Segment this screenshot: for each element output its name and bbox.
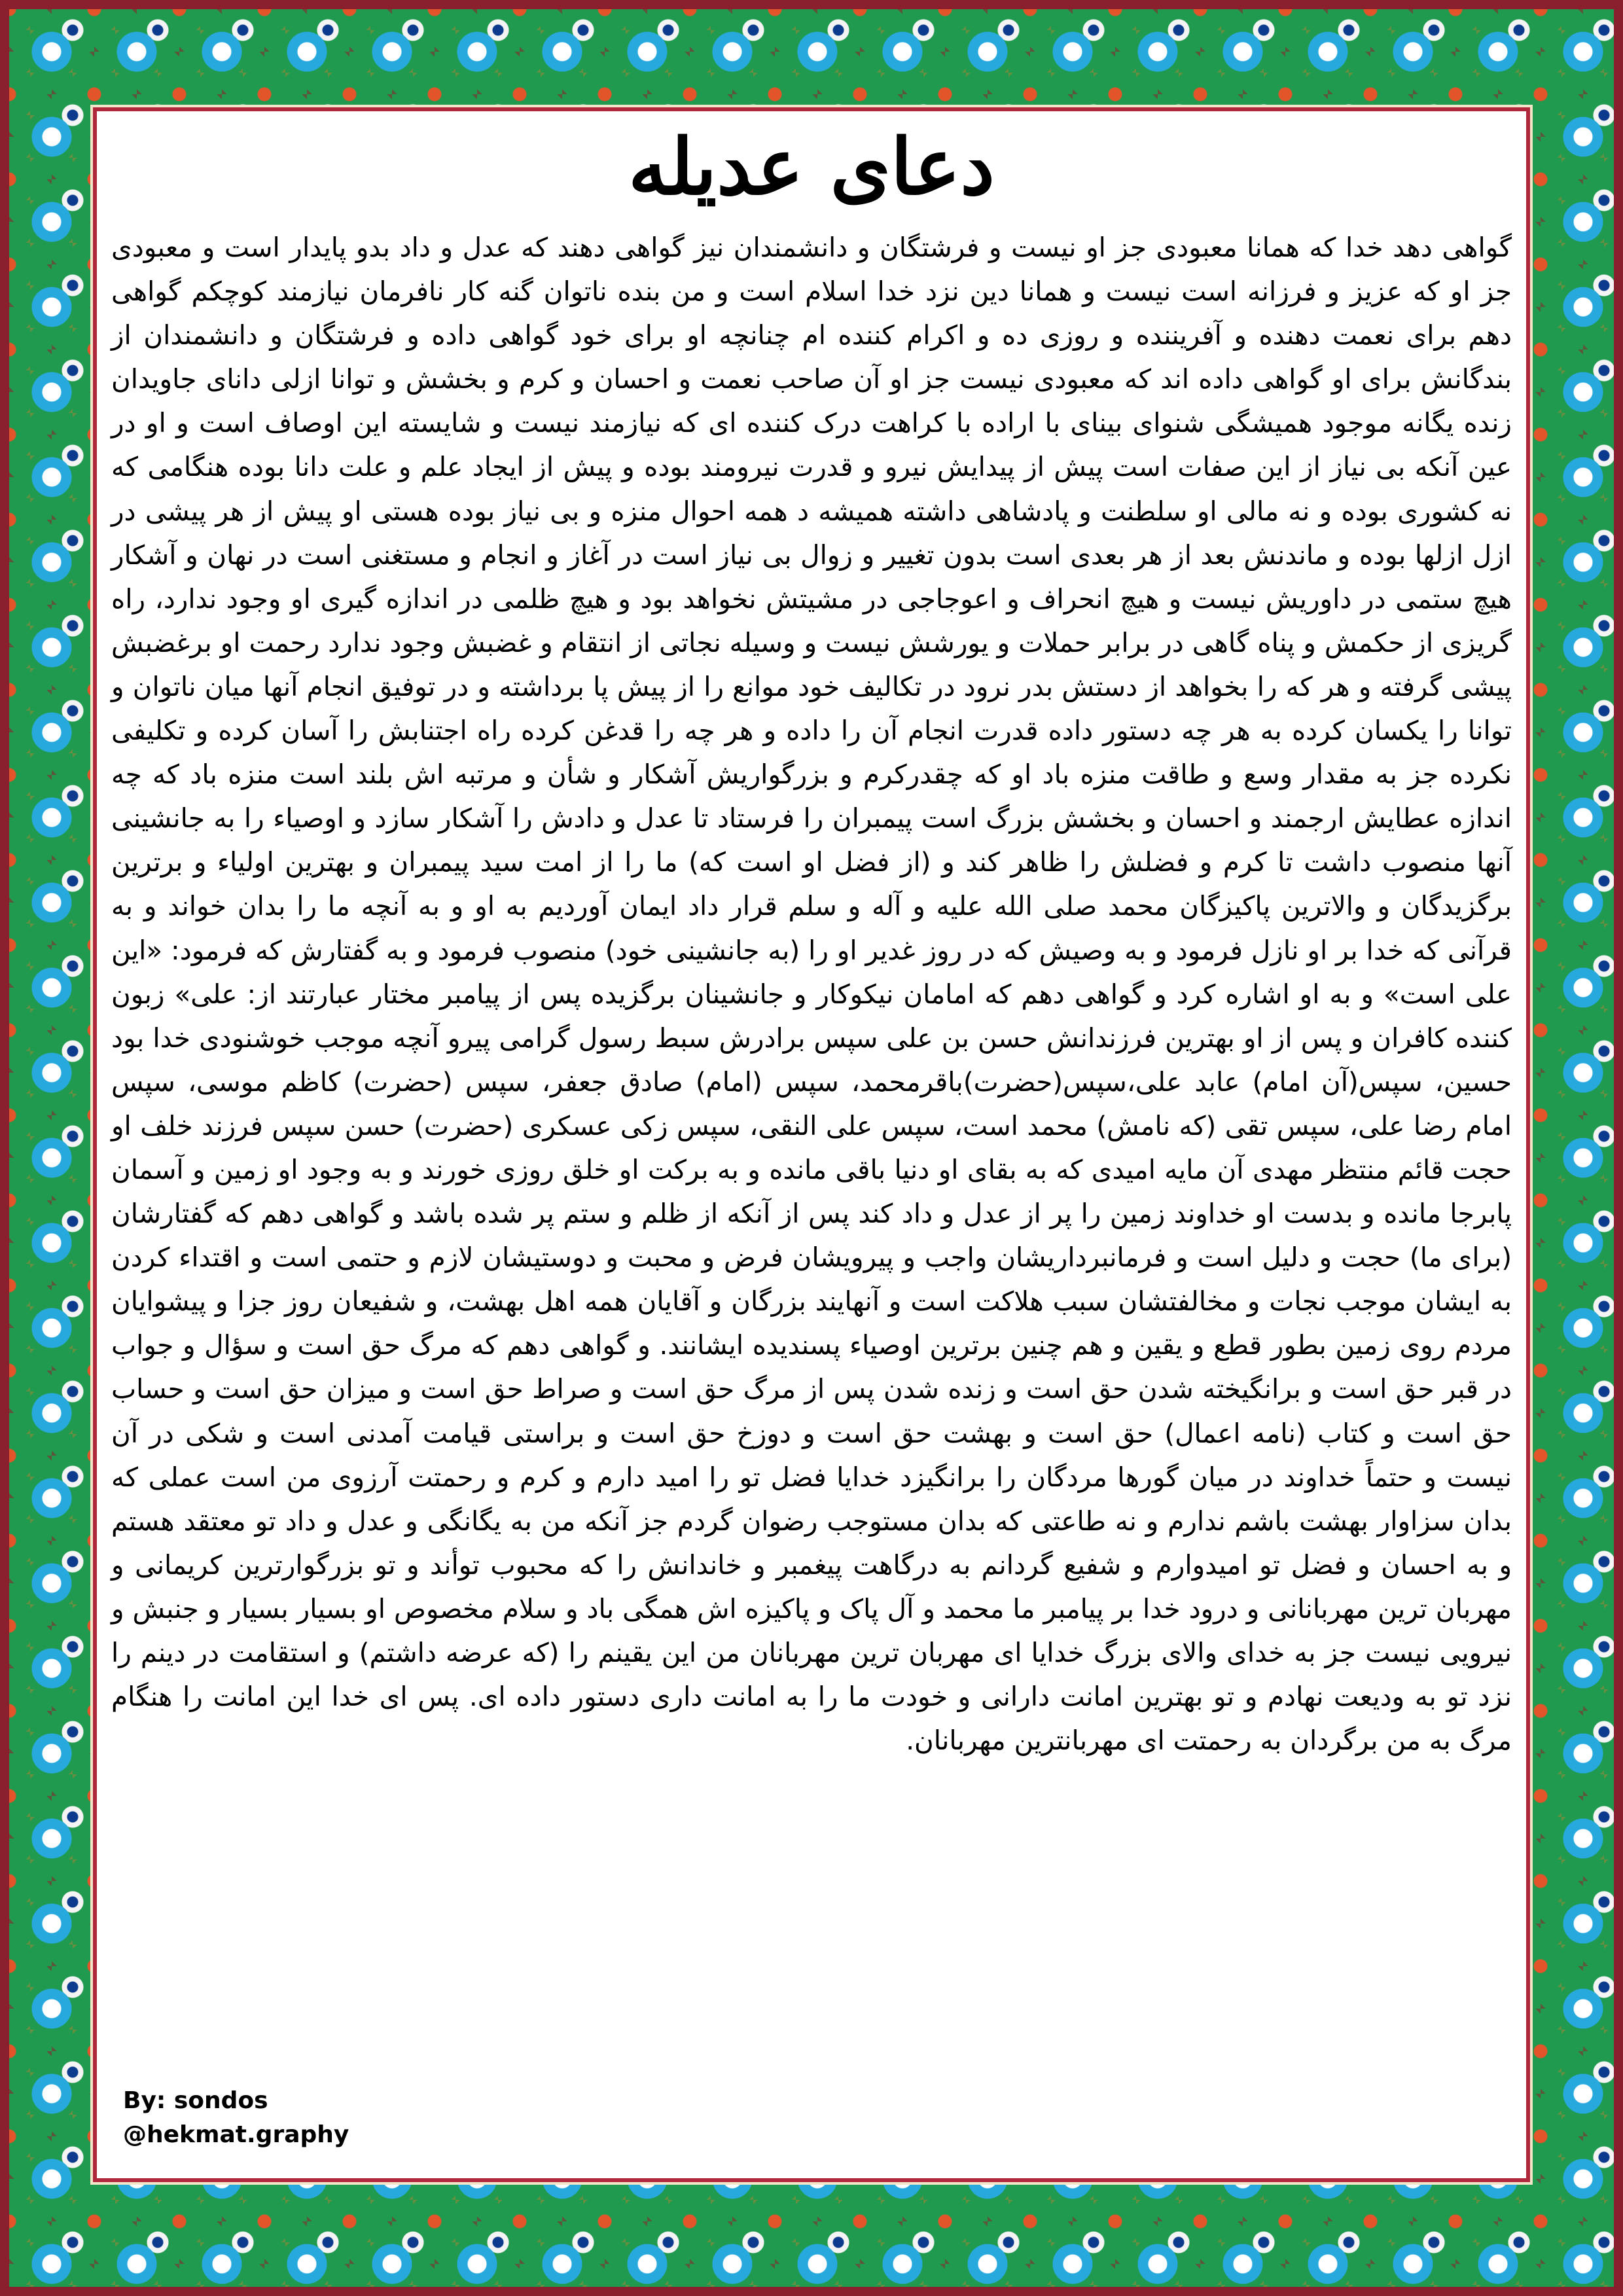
prayer-body: گواهی دهد خدا که همانا معبودی جز او نیست و فرشتگان و دانشمندان نیز گواهی دهند که عدل و داد بدو پایدار است و معبودی جز او که عزیز و فرزانه است نیست و همانا دین نزد خدا اسلام است و من بنده ناتوان گنه کار نافرمان نیازمند کوچکم گواهی دهم برای نعمت دهنده و آفریننده و روزی ده و اکرام کننده ام چنانچه او برای خود گواهی داده و فرشتگان و دانشمندان از بندگانش برای او گواهی داده اند که معبودی نیست جز او آن صاحب نعمت و احسان و کرم و بخشش و توانا ازلی دانای جاویدان زنده یگانه موجود همیشگی شنوای بینای با اراده با کراهت درک کننده ای که نیازمند نیست و شایسته این اوصاف است و او در عین آنکه بی نیاز از این صفات است پیش از پیدایش نیرو و قدرت نیرومند بوده و پیش از ایجاد علم و علت دانا بوده هنگامی که نه کشوری بوده و نه مالی او سلطنت و پادشاهی داشته همیشه د همه احوال منزه و بی نیاز بوده هستی او پیش از هر پیشی در ازل ازلها بوده و ماندنش بعد از هر بعدی است بدون تغییر و زوال بی نیاز است در آغاز و انجام و مستغنی است در نهان و آشکار هیچ ستمی در داوریش نیست و هیچ انحراف و اعوجاجی در مشیتش نخواهد بود و هیچ ظلمی در اندازه گیری او وجود ندارد، راه گریزی از حکمش و پناه گاهی در برابر حملات و یورشش نیست و وسیله نجاتی از انتقام و غضبش وجود ندارد رحمت او برغضبش پیشی گرفته و هر که را بخواهد از دستش بدر نرود در تکالیف خود موانع را از پیش پا برداشته و در توفیق انجام آنها میان ناتوان و توانا را یکسان کرده به هر چه دستور داده قدرت انجام آن را داده و هر چه را قدغن کرده راه اجتنابش را آسان کرده و تکلیفی نکرده جز به مقدار وسع و طاقت منزه باد او که چقدرکرم و بزرگواریش آشکار و شأن و مرتبه اش بلند است منزه باد که چه اندازه عطایش ارجمند و احسان و بخشش بزرگ است پیمبران را فرستاد تا عدل و دادش را آشکار سازد و اوصیاء را به جانشینی آنها منصوب داشت تا کرم و فضلش را ظاهر کند و (از فضل او است که) ما را از امت سید پیمبران و بهترین اولیاء و برترین برگزیدگان و والاترین پاکیزگان محمد صلی الله علیه و آله و سلم قرار داد ایمان آوردیم به او و به آنچه ما را بدان خواند و به قرآنی که خدا بر او نازل فرمود و به وصیش که در روز غدیر او را (به جانشینی خود) منصوب فرمود و به گفتارش که فرمود: «این علی است» و به او اشاره کرد و گواهی دهم که امامان نیکوکار و جانشینان برگزیده پس از پیامبر مختار عبارتند از: علی» زبون کننده کافران و پس از او بهترین فرزندانش حسن بن علی سپس برادرش سبط رسول گرامی پیرو آنچه موجب خوشنودی خدا بود حسین، سپس(آن امام) عابد علی،سپس(حضرت)باقرمحمد، سپس (امام) صادق جعفر، سپس (حضرت) کاظم موسی، سپس امام رضا علی، سپس تقی (که نامش) محمد است، سپس علی النقی، سپس زکی عسکری (حضرت) حسن سپس فرزند خلف او حجت قائم منتظر مهدی آن مایه امیدی که به بقای او دنیا باقی مانده و به برکت او خلق روزی خورند و به وجود او زمین و آسمان پابرجا مانده و بدست او خداوند زمین را پر از عدل و داد کند پس از آنکه از ظلم و ستم پر شده باشد و گواهی دهم که گفتارشان (برای ما) حجت و دلیل است و فرمانبرداریشان واجب و پیرویشان فرض و محبت و دوستیشان لازم و حتمی است و اقتداء کردن به ایشان موجب نجات و مخالفتشان سبب هلاکت است و آنهایند بزرگان و آقایان همه اهل بهشت، و شفیعان روز جزا و پیشوایان مردم روی زمین بطور قطع و یقین و هم چنین برترین اوصیاء پسندیده ایشانند. و گواهی دهم که مرگ حق است و سؤال و جواب در قبر حق است و برانگیخته شدن حق است و زنده شدن پس از مرگ حق است و صراط حق است و میزان حق است و حساب حق است و کتاب (نامه اعمال) حق است و بهشت حق است و دوزخ حق است و براستی قیامت آمدنی است و شکی در آن نیست و حتماً خداوند در میان گورها مردگان را برانگیزد خدایا فضل تو را امید دارم و کرم و رحمتت آرزوی من است عملی که بدان سزاوار بهشت باشم ندارم و نه طاعتی که بدان مستوجب رضوان گردم جز آنکه من به یگانگی و عدل و داد تو معتقد هستم و به احسان و فضل تو امیدوارم و شفیع گردانم به درگاهت پیغمبر و خاندانش را که محبوب توأند و تو بزرگوارترین کریمانی و مهربان ترین مهربانانی و درود خدا بر پیامبر ما محمد و آل پاک و پاکیزه اش همگی باد و سلام مخصوص او بسیار بسیار و جنبش و نیرویی نیست جز به خدای والای بزرگ خدایا ای مهربان ترین مهربانان من این یقینم را (که عرضه داشتم) و استقامت در دینم را نزد تو به ودیعت نهادم و تو بهترین امانت دارانی و خودت ما را به امانت داری دستور داده ای. پس ای خدا این امانت را هنگام مرگ به من برگردان به رحمتت ای مهربانترین مهربانان. [111, 232, 1512, 1757]
author-credit: By: sondos [123, 2087, 268, 2114]
text-panel [93, 107, 1530, 2182]
page-title: دعای عدیله [628, 121, 995, 212]
credits [123, 2084, 349, 2152]
social-handle: @hekmat.graphy [123, 2121, 349, 2148]
